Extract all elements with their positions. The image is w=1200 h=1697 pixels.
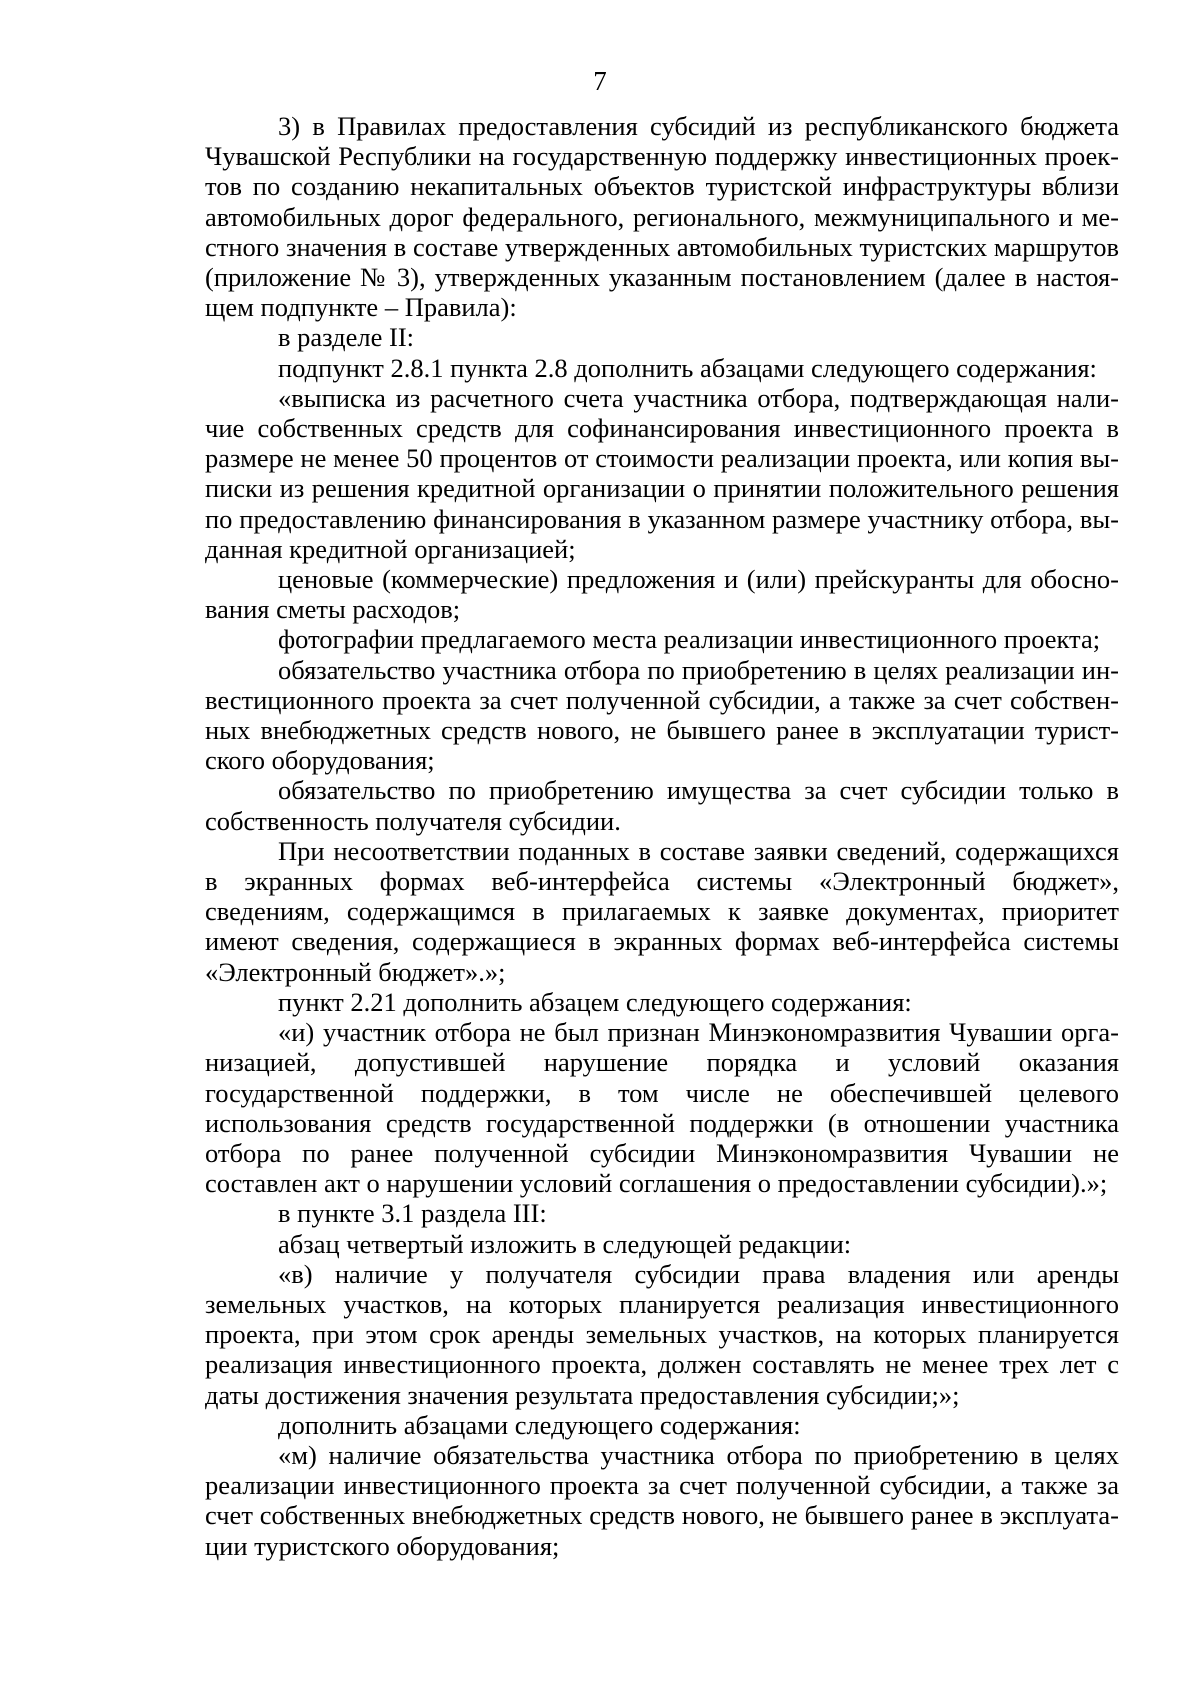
paragraph-add-abzacs: дополнить абзацами следующего содержания: [278,1409,801,1440]
document-body [205,111,1119,1561]
paragraph-priority-rule: При несоответствии поданных в составе заявки сведений, содержащихся в экранных формах веб-интерфейса системы «Электронный бюджет», сведениям, содержащимся в прилагаемых к заявке документах, приоритет имеют сведения, содержащиеся в экранных формах веб-интерфейса системы «Электронный бюджет».»; [205,835,1119,987]
paragraph-property-obligation: обязательство по приобретению имущества за счет субсидии только в собственность получателя субсидии. [205,775,1119,836]
paragraph-item-2-21: пункт 2.21 дополнить абзацем следующего содержания: [278,986,912,1017]
paragraph-equipment-obligation: обязательство участника отбора по приобретению в целях реализации инвестиционного проекта за счет полученной субсидии, а также за счет собственных внебюджетных средств нового, не бывшего ранее в эксплуатации туристского оборудования; [205,654,1119,776]
paragraph-subitem-2-8-1: подпункт 2.8.1 пункта 2.8 дополнить абзацами следующего содержания: [278,352,1097,383]
paragraph-fourth-abzac: абзац четвертый изложить в следующей редакции: [278,1228,852,1259]
paragraph-subitem-v: «в) наличие у получателя субсидии права владения или аренды земельных участков, на которых планируется реализация инвестиционного проекта, при этом срок аренды земельных участков, на которых планируется реализация инвестиционного проекта, должен составлять не менее трех лет с даты достижения значения результата предоставления субсидии;»; [205,1258,1119,1410]
page-number: 7 [593,66,607,96]
paragraph-subitem-i: «и) участник отбора не был признан Минэкономразвития Чувашии организацией, допустившей нарушение порядка и условий оказания государственной поддержки, в том числе не обеспечившей целевого использования средств государственной поддержки (в отношении участника отбора по ранее полученной субсидии Минэкономразвития Чувашии не составлен акт о нарушении условий соглашения о предоставлении субсидии).»; [205,1017,1119,1199]
paragraph-price-offers: ценовые (коммерческие) предложения и (или) прейскуранты для обоснования сметы расходов; [205,564,1119,625]
paragraph-subitem-m: «м) наличие обязательства участника отбора по приобретению в целях реализации инвестиционного проекта за счет полученной субсидии, а также за счет собственных внебюджетных средств нового, не бывшего ранее в эксплуатации туристского оборудования; [205,1439,1119,1561]
paragraph-rules-amendment: 3) в Правилах предоставления субсидий из республиканского бюджета Чувашской Республики на государственную поддержку инвестиционных проектов по созданию некапитальных объектов туристской инфраструктуры вблизи автомобильных дорог федерального, регионального, межмуниципального и местного значения в составе утвержденных автомобильных туристских маршрутов (приложение № 3), утвержденных указанным постановлением (далее в настоящем подпункте – Правила): [205,111,1119,323]
paragraph-item-3-1: в пункте 3.1 раздела III: [278,1198,547,1229]
paragraph-photos: фотографии предлагаемого места реализации инвестиционного проекта; [278,624,1101,655]
paragraph-section-ii: в разделе II: [278,322,415,353]
paragraph-bank-statement: «выписка из расчетного счета участника отбора, подтверждающая наличие собственных средств для софинансирования инвестиционного проекта в размере не менее 50 процентов от стоимости реализации проекта, или копия выписки из решения кредитной организации о принятии положительного решения по предоставлению финансирования в указанном размере участнику отбора, выданная кредитной организацией; [205,382,1119,564]
